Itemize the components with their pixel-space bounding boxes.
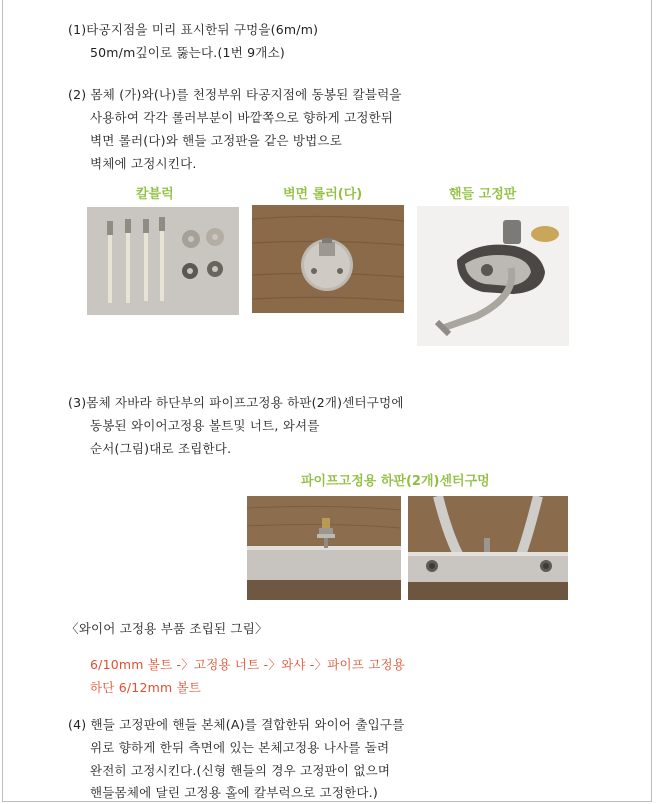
assembly-order-line1: 6/10mm 볼트 -〉고정용 너트 -〉와샤 -〉파이프 고정용: [90, 657, 406, 672]
step3-line1: (3)몸체 자바라 하단부의 파이프고정용 하판(2개)센터구멍에: [68, 395, 404, 410]
step4-line2: 위로 향하게 한뒤 측면에 있는 본체고정용 나사를 돌려: [90, 740, 390, 755]
step1-line2: 50m/m깊이로 뚫는다.(1번 9개소): [90, 45, 285, 60]
photo-pipe-bolt: [247, 496, 401, 600]
photo-anchors: [87, 207, 239, 315]
step3-line3: 순서(그림)대로 조립한다.: [90, 441, 232, 456]
assembly-caption: 〈와이어 고정용 부품 조립된 그림〉: [66, 621, 268, 636]
label-pipe-plate: 파이프고정용 하판(2개)센터구멍: [301, 474, 490, 489]
assembly-order-line2: 하단 6/12mm 볼트: [90, 680, 202, 695]
label-roller: 벽면 롤러(다): [283, 187, 363, 202]
photo-wall-roller: [252, 205, 404, 313]
label-anchor: 칼블럭: [136, 187, 174, 202]
step4-line4: 핸들몸체에 달린 고정용 홀에 칼부럭으로 고정한다.): [90, 785, 378, 800]
step2-line2: 사용하여 각각 롤러부분이 바깥쪽으로 향하게 고정한뒤: [90, 110, 394, 125]
step1-line1: (1)타공지점을 미리 표시한뒤 구멍을(6m/m): [68, 22, 319, 37]
step4-line3: 완전히 고정시킨다.(신형 핸들의 경우 고정판이 없으며: [90, 763, 391, 778]
step2-line4: 벽체에 고정시킨다.: [90, 156, 197, 171]
step2-line3: 벽면 롤러(다)와 핸들 고정판을 같은 방법으로: [90, 133, 342, 148]
photo-pipe-holes: [408, 496, 568, 600]
photo-handle-plate: [417, 206, 569, 346]
step4-line1: (4) 핸들 고정판에 핸들 본체(A)를 결합한뒤 와이어 출입구를: [68, 717, 405, 732]
step2-line1: (2) 몸체 (가)와(나)를 천정부위 타공지점에 동봉된 칼블럭을: [68, 87, 402, 102]
step3-line2: 동봉된 와이어고정용 볼트및 너트, 와셔를: [90, 418, 320, 433]
label-handle-plate: 핸들 고정판: [449, 187, 517, 202]
